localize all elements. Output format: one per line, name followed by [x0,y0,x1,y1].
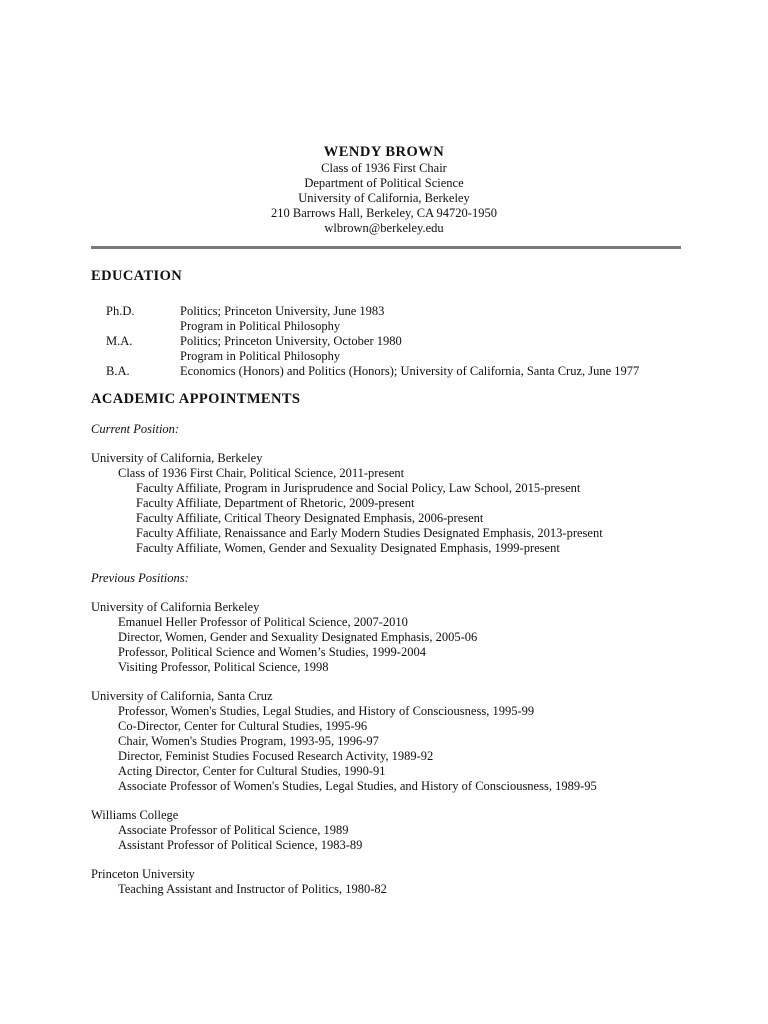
degree-detail: Program in Political Philosophy [180,349,341,363]
role-item: Acting Director, Center for Cultural Studies, 1990-91 [118,764,386,778]
previous-position-block [91,867,387,897]
role-item: Co-Director, Center for Cultural Studies, 1995-96 [118,719,368,733]
author-email: wlbrown@berkeley.edu [324,221,444,235]
degree: B.A. [106,364,130,378]
degree: M.A. [106,334,133,348]
affiliation-item: Faculty Affiliate, Program in Jurisprudence and Social Policy, Law School, 2015-present [136,481,581,495]
appointments-heading: ACADEMIC APPOINTMENTS [91,391,301,407]
affiliation-item: Faculty Affiliate, Critical Theory Designated Emphasis, 2006-present [136,511,484,525]
role-item: Professor, Women's Studies, Legal Studies, and History of Consciousness, 1995-99 [118,704,535,718]
degree [106,319,180,334]
cv-header [0,143,768,236]
education-list [106,304,639,379]
header-divider [91,246,681,249]
role-item: Director, Women, Gender and Sexuality Designated Emphasis, 2005-06 [118,630,478,644]
role-item: Associate Professor of Political Science, 1989 [118,823,349,837]
institution-name: University of California, Berkeley [91,451,263,465]
degree-detail: Economics (Honors) and Politics (Honors); University of California, Santa Cruz, June 1977 [180,364,640,378]
role-item: Visiting Professor, Political Science, 1998 [118,660,329,674]
education-row [106,334,639,349]
role-item: Professor, Political Science and Women’s Studies, 1999-2004 [118,645,426,659]
affiliation-item: Faculty Affiliate, Renaissance and Early Modern Studies Designated Emphasis, 2013-present [136,526,603,540]
role-item: Teaching Assistant and Instructor of Politics, 1980-82 [118,882,387,896]
affiliation-item: Faculty Affiliate, Women, Gender and Sexuality Designated Emphasis, 1999-present [136,541,560,555]
education-row [106,304,639,319]
role-item: Director, Feminist Studies Focused Research Activity, 1989-92 [118,749,434,763]
education-row [106,319,639,334]
education-heading: EDUCATION [91,268,183,284]
author-name: WENDY BROWN [323,144,445,160]
degree-detail: Program in Political Philosophy [180,319,341,333]
previous-position-block [91,689,597,794]
degree: Ph.D. [106,304,135,318]
institution-name: Princeton University [91,867,195,881]
degree-detail: Politics; Princeton University, June 1983 [180,304,385,318]
primary-position: Class of 1936 First Chair, Political Science, 2011-present [118,466,405,480]
degree [106,349,180,364]
education-row [106,349,639,364]
institution-name: University of California, Santa Cruz [91,689,273,703]
author-title: Class of 1936 First Chair [321,161,447,175]
education-row [106,364,639,379]
author-university: University of California, Berkeley [298,191,470,205]
author-address: 210 Barrows Hall, Berkeley, CA 94720-1950 [271,206,497,220]
current-position-label: Current Position: [91,422,180,436]
author-department: Department of Political Science [304,176,464,190]
role-item: Assistant Professor of Political Science, 1983-89 [118,838,363,852]
institution-name: University of California Berkeley [91,600,260,614]
role-item: Emanuel Heller Professor of Political Science, 2007-2010 [118,615,408,629]
previous-position-block [91,600,477,675]
affiliation-item: Faculty Affiliate, Department of Rhetoric, 2009-present [136,496,415,510]
role-item: Chair, Women's Studies Program, 1993-95, 1996-97 [118,734,379,748]
previous-positions-label: Previous Positions: [91,571,189,585]
role-item: Associate Professor of Women's Studies, Legal Studies, and History of Consciousness, 1989-95 [118,779,597,793]
current-position-block [91,451,603,556]
previous-position-block [91,808,362,853]
institution-name: Williams College [91,808,179,822]
degree-detail: Politics; Princeton University, October 1980 [180,334,402,348]
